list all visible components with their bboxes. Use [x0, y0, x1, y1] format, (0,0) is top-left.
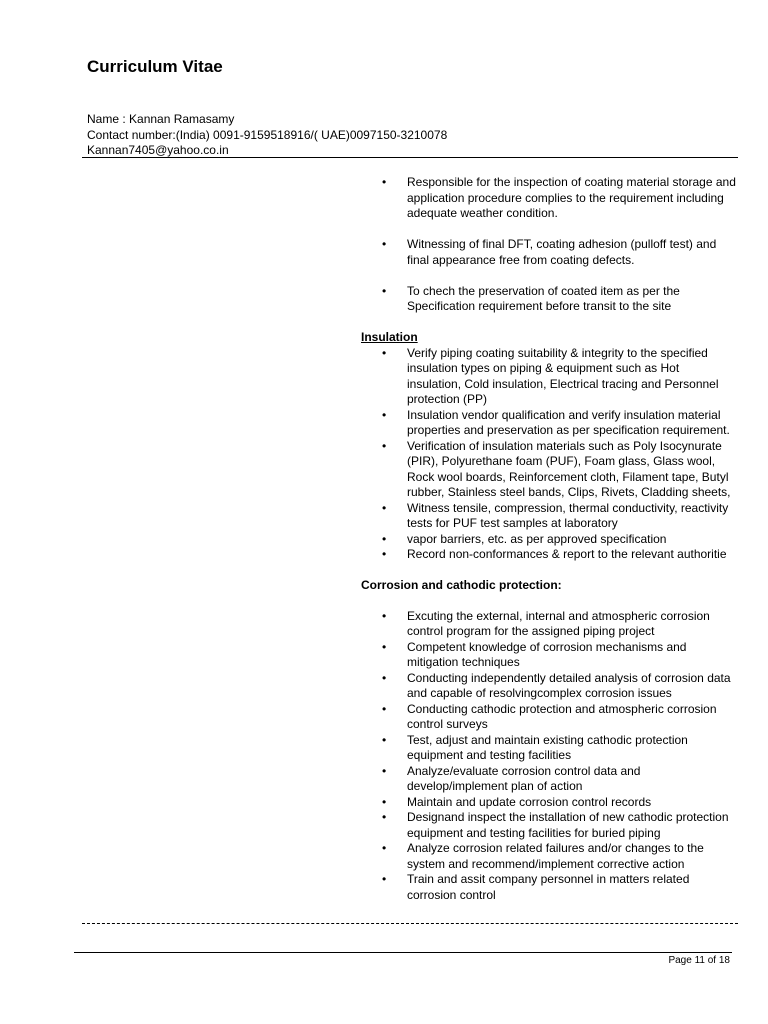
- document-title: Curriculum Vitae: [87, 57, 223, 76]
- list-item: [361, 872, 736, 903]
- header-divider: [82, 157, 738, 158]
- list-item-text: Competent knowledge of corrosion mechanisms and mitigation techniques: [407, 639, 687, 669]
- list-item: [361, 547, 736, 563]
- contact-block: [87, 112, 447, 159]
- list-item-text: Analyze/evaluate corrosion control data and develop/implement plan of action: [407, 763, 641, 793]
- list-item: [361, 733, 736, 764]
- bullet-icon: •: [382, 175, 387, 189]
- list-item: [361, 671, 736, 702]
- list-item: [361, 764, 736, 795]
- name-line: Name : Kannan Ramasamy: [87, 112, 235, 126]
- insulation-list: [361, 346, 736, 563]
- bullet-icon: •: [382, 237, 387, 251]
- list-item: [361, 702, 736, 733]
- list-item-text: Verify piping coating suitability & integrity to the specified insulation types on piping & equipment such as Hot insulation, Cold insulation, Electrical tracing and Personnel protection (PP): [407, 345, 719, 406]
- bullet-icon: •: [382, 547, 387, 561]
- bullet-icon: •: [382, 500, 387, 515]
- list-item: [361, 237, 736, 268]
- list-item-text: Test, adjust and maintain existing cathodic protection equipment and testing facilities: [407, 732, 688, 762]
- bullet-icon: •: [382, 283, 387, 298]
- list-item: [361, 439, 736, 501]
- list-item-text: Witnessing of final DFT, coating adhesion (pulloff test) and final appearance free from coating defects.: [407, 237, 717, 267]
- bullet-icon: •: [382, 345, 387, 360]
- list-item: [361, 640, 736, 671]
- list-item-text: To chech the preservation of coated item as per the Specification requirement before transit to the site: [407, 283, 680, 313]
- list-item: [361, 501, 736, 532]
- list-item: [361, 532, 736, 548]
- email-line: Kannan7405@yahoo.co.in: [87, 143, 229, 157]
- list-item-text: Responsible for the inspection of coating material storage and application procedure complies to the requirement including adequate weather condition.: [407, 175, 736, 220]
- list-item: [361, 609, 736, 640]
- list-item-text: Excuting the external, internal and atmospheric corrosion control program for the assigned piping project: [407, 608, 710, 638]
- list-item-text: vapor barriers, etc. as per approved specification: [407, 531, 667, 546]
- list-item-text: Conducting cathodic protection and atmospheric corrosion control surveys: [407, 701, 717, 731]
- bullet-icon: •: [382, 841, 387, 855]
- coating-list: [361, 175, 736, 315]
- list-item-text: Designand inspect the installation of new cathodic protection equipment and testing facilities for buried piping: [407, 810, 729, 840]
- list-item-text: Maintain and update corrosion control records: [407, 794, 652, 809]
- list-item-text: Analyze corrosion related failures and/or changes to the system and recommend/implement corrective action: [407, 841, 704, 871]
- insulation-heading: Insulation: [361, 330, 418, 344]
- bullet-icon: •: [382, 438, 387, 453]
- contact-number-line: Contact number:(India) 0091-9159518916/( UAE)0097150-3210078: [87, 127, 448, 142]
- page-number: Page 11 of 18: [668, 955, 730, 966]
- list-item: [361, 346, 736, 408]
- bullet-icon: •: [382, 639, 387, 654]
- footer-divider: [74, 952, 732, 953]
- bullet-icon: •: [382, 670, 387, 685]
- bullet-icon: •: [382, 732, 387, 747]
- list-item-text: Conducting independently detailed analysis of corrosion data and capable of resolvingcomplex corrosion issues: [407, 670, 731, 700]
- list-item: [361, 810, 736, 841]
- main-content: [361, 175, 736, 903]
- bullet-icon: •: [382, 407, 387, 422]
- list-item-text: Insulation vendor qualification and verify insulation material properties and preservation as per specification requirement.: [407, 407, 730, 437]
- page-break-divider: [82, 923, 738, 924]
- list-item-text: Record non-conformances & report to the relevant authoritie: [407, 547, 727, 561]
- bullet-icon: •: [382, 872, 387, 886]
- list-item: [361, 284, 736, 315]
- bullet-icon: •: [382, 531, 387, 546]
- list-item: [361, 408, 736, 439]
- bullet-icon: •: [382, 701, 387, 716]
- list-item: [361, 175, 736, 222]
- list-item: [361, 841, 736, 872]
- bullet-icon: •: [382, 794, 387, 809]
- list-item-text: Verification of insulation materials such as Poly Isocynurate (PIR), Polyurethane foam (PUF), Foam glass, Glass wool, Rock wool boards, Reinforcement cloth, Filament tape, Butyl rubber, Stainless steel bands, Clips, Rivets, Cladding sheets,: [407, 438, 731, 499]
- list-item-text: Train and assit company personnel in matters related corrosion control: [407, 872, 690, 902]
- corrosion-heading: Corrosion and cathodic protection:: [361, 577, 562, 592]
- bullet-icon: •: [382, 763, 387, 778]
- list-item: [361, 795, 736, 811]
- corrosion-list: [361, 609, 736, 904]
- list-item-text: Witness tensile, compression, thermal conductivity, reactivity tests for PUF test samples at laboratory: [407, 500, 729, 530]
- bullet-icon: •: [382, 810, 387, 824]
- bullet-icon: •: [382, 608, 387, 623]
